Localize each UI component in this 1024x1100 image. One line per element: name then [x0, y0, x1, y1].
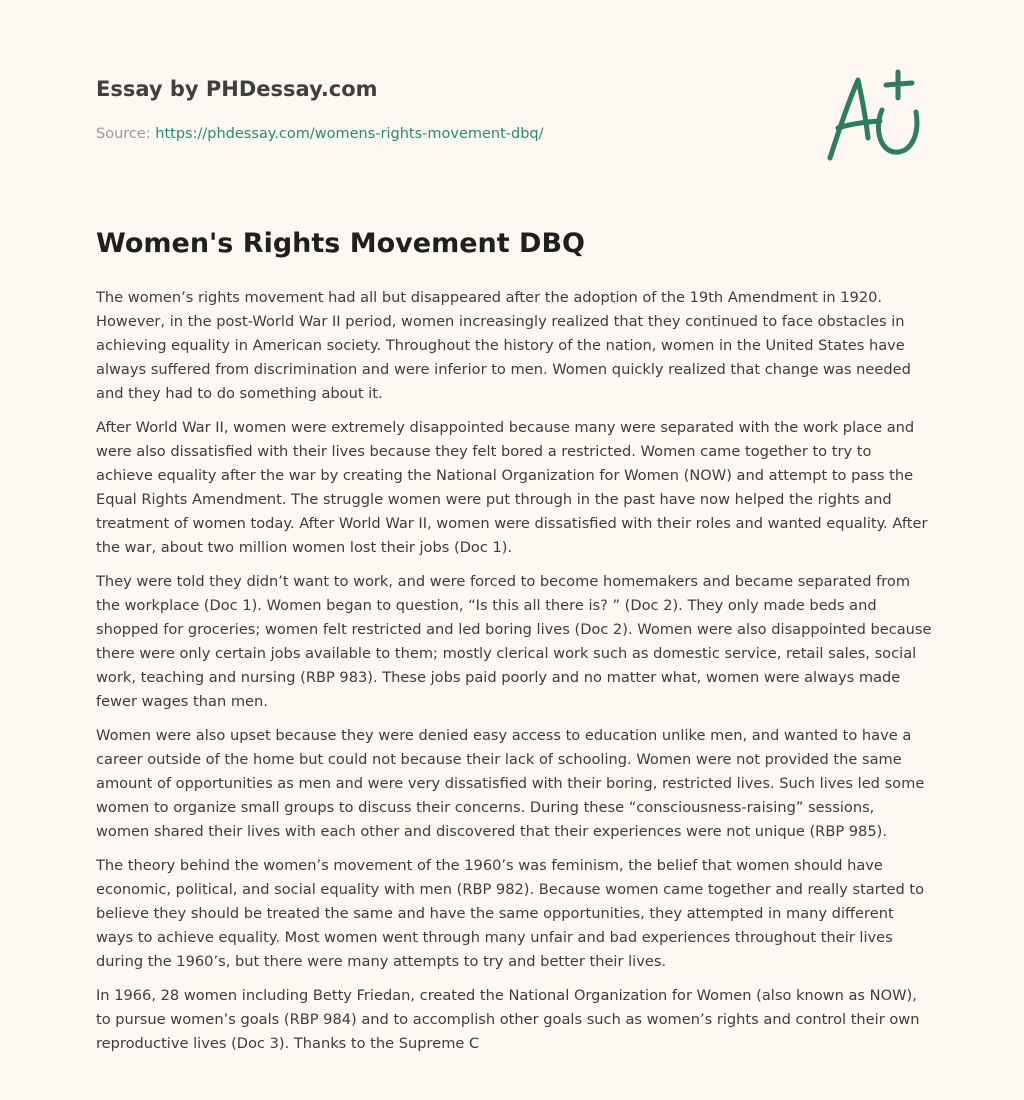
essay-paragraph: After World War II, women were extremely disappointed because many were separated with the work place and were also dissatisfied with their lives because they felt bored a restricted. Women came together to try to achieve equality after the war by creating the National Organization for Women (NOW) and attempt to pass the Equal Rights Amendment. The struggle women were put through in the past have now helped the rights and treatment of women today. After World War II, women were dissatisfied with their roles and wanted equality. After the war, about two million women lost their jobs (Doc 1).: [96, 419, 928, 556]
a-plus-logo-icon: [820, 68, 930, 168]
essay-paragraph: Women were also upset because they were denied easy access to education unlike men, and wanted to have a career outside of the home but could not because their lack of schooling. Women were not provided the same amount of opportunities as men and were very dissatisfied with their boring, restricted lives. Such lives led some women to organize small groups to discuss their concerns. During these “consciousness-raising” sessions, women shared their lives with each other and discovered that their experiences were not unique (RBP 985).: [96, 727, 925, 840]
essay-body: [96, 286, 932, 1066]
essay-header: [96, 74, 796, 144]
essay-title: Women's Rights Movement DBQ: [96, 228, 585, 259]
essay-paragraph: In 1966, 28 women including Betty Friedan, created the National Organization for Women (also known as NOW), to pursue women’s goals (RBP 984) and to accomplish other goals such as women’s rights and control their own reproductive lives (Doc 3). Thanks to the Supreme C: [96, 987, 920, 1052]
essay-paragraph: The theory behind the women’s movement of the 1960’s was feminism, the belief that women should have economic, political, and social equality with men (RBP 982). Because women came together and really started to believe they should be treated the same and have the same opportunities, they attempted in many different ways to achieve equality. Most women went through many unfair and bad experiences throughout their lives during the 1960’s, but there were many attempts to try and better their lives.: [96, 857, 924, 970]
site-brand: Essay by PHDessay.com: [96, 77, 378, 101]
source-line: [96, 124, 796, 144]
essay-paragraph: The women’s rights movement had all but disappeared after the adoption of the 19th Amendment in 1920. However, in the post-World War II period, women increasingly realized that they continued to face obstacles in achieving equality in American society. Throughout the history of the nation, women in the United States have always suffered from discrimination and were inferior to men. Women quickly realized that change was needed and they had to do something about it.: [96, 289, 911, 402]
essay-paragraph: They were told they didn’t want to work, and were forced to become homemakers and became separated from the workplace (Doc 1). Women began to question, “Is this all there is? ” (Doc 2). They only made beds and shopped for groceries; women felt restricted and led boring lives (Doc 2). Women were also disappointed because there were only certain jobs available to them; mostly clerical work such as domestic service, retail sales, social work, teaching and nursing (RBP 983). These jobs paid poorly and no matter what, women were always made fewer wages than men.: [96, 573, 932, 710]
source-label: Source:: [96, 126, 156, 142]
source-link[interactable]: https://phdessay.com/womens-rights-movement-dbq/: [155, 126, 544, 142]
